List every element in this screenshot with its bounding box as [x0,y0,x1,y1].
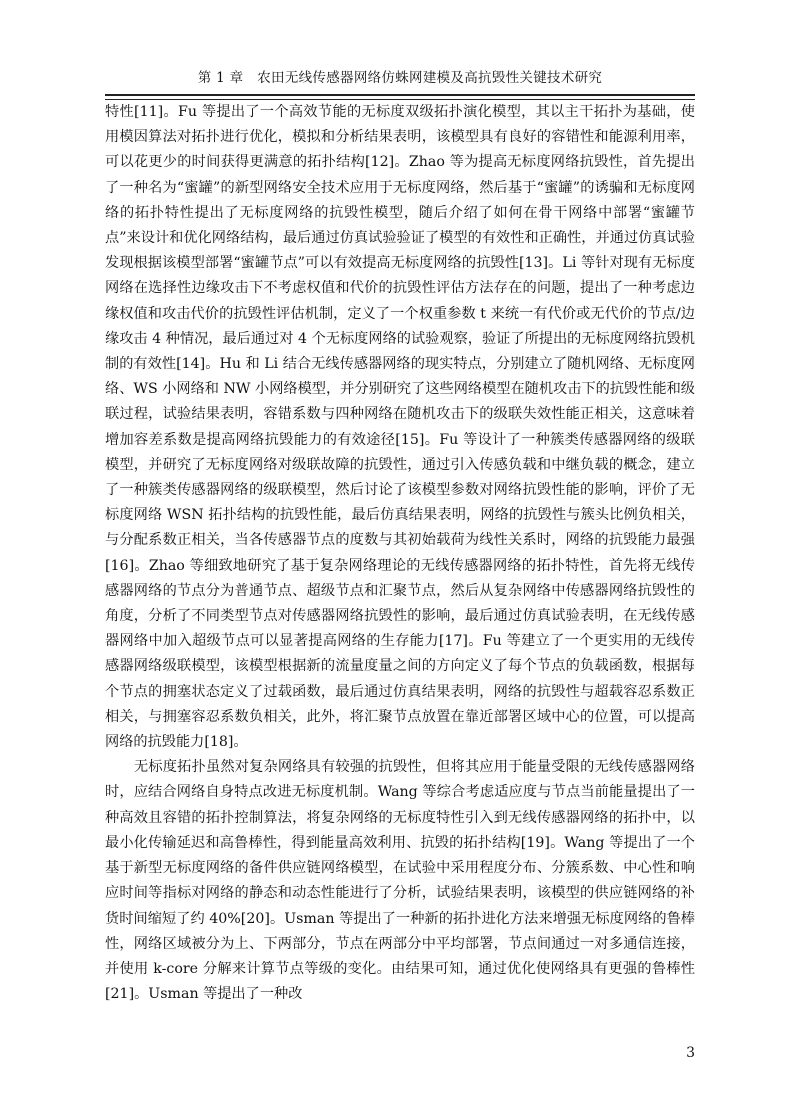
paragraph-1: 特性[11]。Fu 等提出了一个高效节能的无标度双级拓扑演化模型，其以主干拓扑为基础，使用模因算法对拓扑进行优化，模拟和分析结果表明，该模型具有良好的容错性和能源利用率，可以花更少的时间获得更满意的拓扑结构[12]。Zhao 等为提高无标度网络抗毁性，首先提出了一种名为“蜜罐”的新型网络安全技术应用于无标度网络，然后基于“蜜罐”的诱骗和无标度网络的拓扑特性提出了无标度网络的抗毁性模型，随后介绍了如何在骨干网络中部署“蜜罐节点”来设计和优化网络结构，最后通过仿真试验验证了模型的有效性和正确性，并通过仿真试验发现根据该模型部署“蜜罐节点”可以有效提高无标度网络的抗毁性[13]。Li 等针对现有无标度网络在选择性边缘攻击下不考虑权值和代价的抗毁性评估方法存在的问题，提出了一种考虑边缘权值和攻击代价的抗毁性评估机制，定义了一个权重参数 t 来统一有代价或无代价的节点/边缘攻击 4 种情况，最后通过对 4 个无标度网络的试验观察，验证了所提出的无标度网络抗毁机制的有效性[14]。Hu 和 Li 结合无线传感器网络的现实特点，分别建立了随机网络、无标度网络、WS 小网络和 NW 小网络模型，并分别研究了这些网络模型在随机攻击下的抗毁性能和级联过程，试验结果表明，容错系数与四种网络在随机攻击下的级联失效性能正相关，这意味着增加容差系数是提高网络抗毁能力的有效途径[15]。Fu 等设计了一种簇类传感器网络的级联模型，并研究了无标度网络对级联故障的抗毁性，通过引入传感负载和中继负载的概念，建立了一种簇类传感器网络的级联模型，然后讨论了该模型参数对网络抗毁性能的影响，评价了无标度网络 WSN 拓扑结构的抗毁性能，最后仿真结果表明，网络的抗毁性与簇头比例负相关，与分配系数正相关，当各传感器节点的度数与其初始载荷为线性关系时，网络的抗毁能力最强[16]。Zhao 等细致地研究了基于复杂网络理论的无线传感器网络的拓扑特性，首先将无线传感器网络的节点分为普通节点、超级节点和汇聚节点，然后从复杂网络中传感器网络抗毁性的角度，分析了不同类型节点对传感器网络抗毁性的影响，最后通过仿真试验表明，在无线传感器网络中加入超级节点可以显著提高网络的生存能力[17]。Fu 等建立了一个更实用的无线传感器网络级联模型，该模型根据新的流量度量之间的方向定义了每个节点的负载函数，根据每个节点的拥塞状态定义了过载函数，最后通过仿真结果表明，网络的抗毁性与超载容忍系数正相关，与拥塞容忍系数负相关，此外，将汇聚节点放置在靠近部署区域中心的位置，可以提高网络的抗毁能力[18]。 [105,104,695,751]
running-header: 第 1 章 农田无线传感器网络仿蛛网建模及高抗毁性关键技术研究 [105,66,695,96]
document-body [105,100,695,1007]
page-number: 3 [686,1045,695,1061]
paragraph-2: 无标度拓扑虽然对复杂网络具有较强的抗毁性，但将其应用于能量受限的无线传感器网络时，应结合网络自身特点改进无标度机制。Wang 等综合考虑适应度与节点当前能量提出了一种高效且容错的拓扑控制算法，将复杂网络的无标度特性引入到无线传感器网络的拓扑中，以最小化传输延迟和高鲁棒性，得到能量高效利用、抗毁的拓扑结构[19]。Wang 等提出了一个基于新型无标度网络的备件供应链网络模型，在试验中采用程度分布、分簇系数、中心性和响应时间等指标对网络的静态和动态性能进行了分析，试验结果表明，该模型的供应链网络的补货时间缩短了约 40%[20]。Usman 等提出了一种新的拓扑进化方法来增强无标度网络的鲁棒性，网络区域被分为上、下两部分，节点在两部分中平均部署，节点间通过一对多通信连接，并使用 k-core 分解来计算节点等级的变化。由结果可知，通过优化使网络具有更强的鲁棒性[21]。Usman 等提出了一种改 [105,759,695,1003]
